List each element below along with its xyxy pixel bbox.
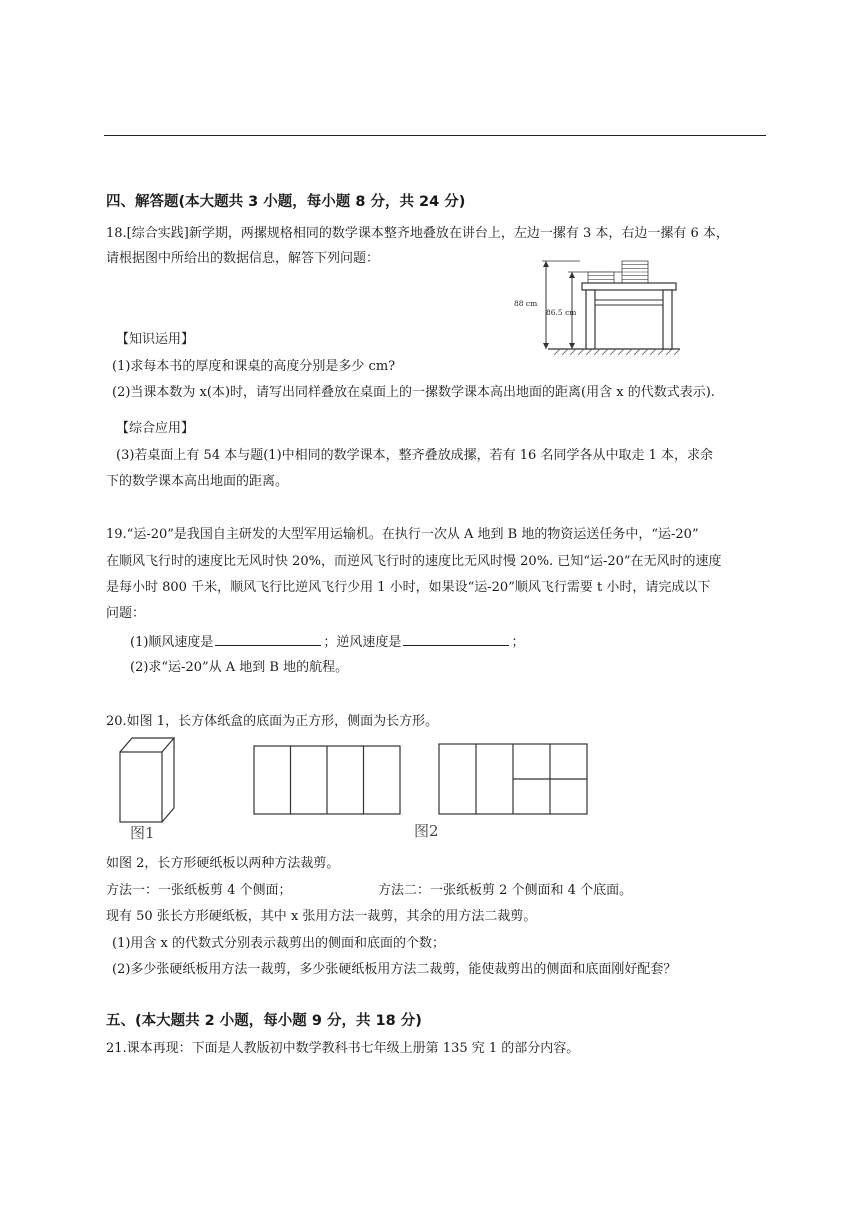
- answer-blank-tailwind[interactable]: [215, 634, 321, 646]
- q18-tag-application: 【综合应用】: [116, 421, 195, 436]
- fig2-caption: 图2: [414, 822, 439, 840]
- figure-1-box: [110, 734, 190, 844]
- q19-part-1-label-c: ；: [511, 635, 525, 650]
- q18-tag-knowledge: 【知识运用】: [116, 332, 195, 347]
- q19-part-1-label-b: ；逆风速度是: [323, 635, 402, 650]
- q18-part-1: (1)求每本书的厚度和课桌的高度分别是多少 cm?: [112, 359, 396, 374]
- q18-part-3b: 下的数学课本高出地面的距离。: [106, 474, 289, 489]
- section-5-heading: 五、(本大题共 2 小题，每小题 9 分，共 18 分): [106, 1013, 422, 1029]
- q20-line-2: 如图 2，长方形硬纸板以两种方法裁剪。: [106, 856, 340, 871]
- q19-part-1-label-a: (1)顺风速度是: [130, 635, 214, 650]
- q19-line-1: 19.“运-20”是我国自主研发的大型军用运输机。在执行一次从 A 地到 B 地的物资运送任务中，“运-20”: [106, 527, 699, 542]
- section-4-heading: 四、解答题(本大题共 3 小题，每小题 8 分，共 24 分): [106, 194, 466, 210]
- q18-line-2: 请根据图中所给出的数据信息，解答下列问题：: [106, 251, 380, 266]
- label-86-5cm: 86.5 cm: [546, 308, 577, 317]
- q18-part-3a: (3)若桌面上有 54 本与题(1)中相同的数学课本，整齐叠放成摞，若有 16 名同学各从中取走 1 本，求余: [116, 448, 713, 463]
- q20-part-2: (2)多少张硬纸板用方法一裁剪，多少张硬纸板用方法二裁剪，能使裁剪出的侧面和底面刚好配套？: [112, 962, 677, 977]
- q18-line-1: 18.[综合实践]新学期，两摞规格相同的数学课本整齐地叠放在讲台上，左边一摞有 3 本，右边一摞有 6 本，: [106, 226, 729, 241]
- q18-part-2: (2)当课本数为 x(本)时，请写出同样叠放在桌面上的一摞数学课本高出地面的距离(用含 x 的代数式表示).: [112, 385, 715, 400]
- q19-line-2: 在顺风飞行时的速度比无风时快 20%，而逆风飞行时的速度比无风时慢 20%. 已知“运-20”在无风时的速度: [106, 554, 722, 569]
- q21-line-1: 21.课本再现：下面是人教版初中数学教科书七年级上册第 135 究 1 的部分内容。: [106, 1041, 580, 1056]
- fig1-caption: 图1: [130, 824, 155, 842]
- q19-line-3: 是每小时 800 千米，顺风飞行比逆风飞行少用 1 小时，如果设“运-20”顺风飞行需要 t 小时，请完成以下: [106, 580, 711, 595]
- q20-line-3: 现有 50 张长方形硬纸板，其中 x 张用方法一裁剪，其余的用方法二裁剪。: [106, 909, 537, 924]
- q20-method-2: 方法二：一张纸板剪 2 个侧面和 4 个底面。: [378, 883, 633, 898]
- header-rule: [104, 135, 766, 136]
- label-88cm: 88 cm: [514, 299, 538, 308]
- q20-line-1: 20.如图 1，长方体纸盒的底面为正方形，侧面为长方形。: [106, 714, 439, 729]
- q19-part-2: (2)求“运-20”从 A 地到 B 地的航程。: [130, 660, 349, 675]
- desk-books-figure: [508, 255, 688, 355]
- q20-part-1: (1)用含 x 的代数式分别表示裁剪出的侧面和底面的个数；: [112, 936, 446, 951]
- figure-2-method-1: [253, 745, 403, 817]
- q19-line-4: 问题：: [106, 606, 146, 621]
- figure-2-method-2: [438, 743, 590, 817]
- answer-blank-headwind[interactable]: [403, 634, 509, 646]
- q19-part-1: [130, 634, 524, 651]
- q20-method-1: 方法一：一张纸板剪 4 个侧面；: [106, 883, 292, 898]
